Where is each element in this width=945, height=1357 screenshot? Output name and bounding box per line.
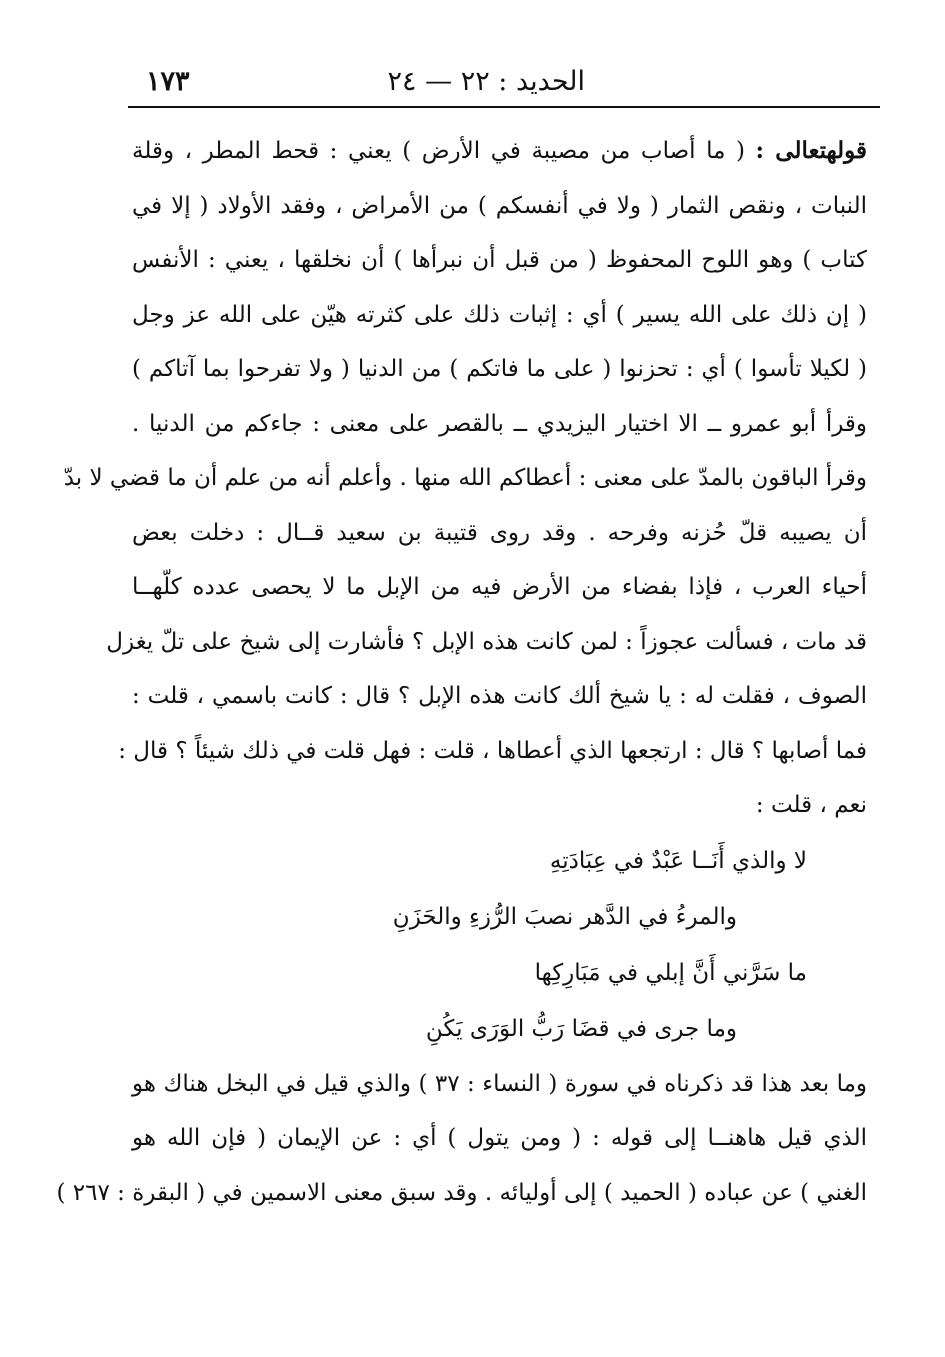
running-header	[128, 62, 880, 108]
text-line: الصوف ، فقلت له : يا شيخ ألك كانت هذه الإبل ؟ قال : كانت باسمي ، قلت :	[132, 683, 867, 709]
paragraph-1	[63, 124, 867, 833]
text-line: النبات ، ونقص الثمار ( ولا في أنفسكم ) من الأمراض ، وفقد الأولاد ( إلا في	[132, 192, 867, 219]
poem-verse: ما سَرَّني أَنَّ إبلي في مَبَارِكِها	[534, 959, 807, 986]
text-line: ( لكيلا تأسوا ) أي : تحزنوا ( على ما فاتكم ) من الدنيا ( ولا تفرحوا بما آتاكم )	[132, 356, 867, 382]
lead-phrase: قولهتعالى :	[755, 137, 867, 164]
poem-verse: وما جرى في قضَا رَبُّ الوَرَى يَكُنِ	[425, 1015, 737, 1042]
poem-verse: لا والذي أَنَــا عَبْدٌ في عِبَادَتِهِ	[549, 847, 807, 874]
page-number: ١٧٣	[146, 66, 190, 97]
line-text: ( ما أصاب من مصيبة في الأرض ) يعني : قحط المطر ، وقلة	[132, 138, 745, 164]
text-line: الغني ) عن عباده ( الحميد ) إلى أوليائه . وقد سبق معنى الاسمين في ( البقرة : ٢٦٧ )	[56, 1179, 867, 1206]
text-line: الذي قيل هاهنــا إلى قوله : ( ومن يتول ) أي : عن الإيمان ( فإن الله هو	[132, 1125, 867, 1151]
paragraph-2	[56, 1057, 867, 1221]
text-line: وما بعد هذا قد ذكرناه في سورة ( النساء : ٣٧ ) والذي قيل في البخل هناك هو	[132, 1070, 867, 1097]
header-rule	[128, 106, 880, 108]
text-line: كتاب ) وهو اللوح المحفوظ ( من قبل أن نبرأها ) أن نخلقها ، يعني : الأنفس	[132, 247, 867, 273]
page-body	[56, 124, 867, 1220]
text-line: فما أصابها ؟ قال : ارتجعها الذي أعطاها ، قلت : فهل قلت في ذلك شيئاً ؟ قال :	[118, 737, 867, 764]
text-line	[132, 124, 867, 179]
text-line: أحياء العرب ، فإذا بفضاء من الأرض فيه من الإبل ما لا يحصى عدده كلّهــا	[132, 574, 867, 600]
text-line: وقرأ الباقون بالمدّ على معنى : أعطاكم الله منها . وأعلم أنه من علم أن ما قضي لا بدّ	[63, 465, 867, 491]
header-title: الحديد : ٢٢ — ٢٤	[387, 66, 585, 97]
text-line: ( إن ذلك على الله يسير ) أي : إثبات ذلك على كثرته هيّن على الله عز وجل	[132, 301, 867, 328]
text-line: نعم ، قلت :	[755, 792, 867, 818]
poem	[132, 833, 867, 1057]
text-line: قد مات ، فسألت عجوزاً : لمن كانت هذه الإبل ؟ فأشارت إلى شيخ على تلّ يغزل	[106, 628, 867, 655]
text-line: وقرأ أبو عمرو ــ الا اختيار اليزيدي ــ بالقصر على معنى : جاءكم من الدنيا .	[132, 410, 867, 437]
poem-verse: والمرءُ في الدَّهر نصبَ الرُّزءِ والحَزَنِ	[392, 903, 737, 930]
text-line: أن يصيبه قلّ حُزنه وفرحه . وقد روى قتيبة بن سعيد قــال : دخلت بعض	[132, 519, 867, 546]
